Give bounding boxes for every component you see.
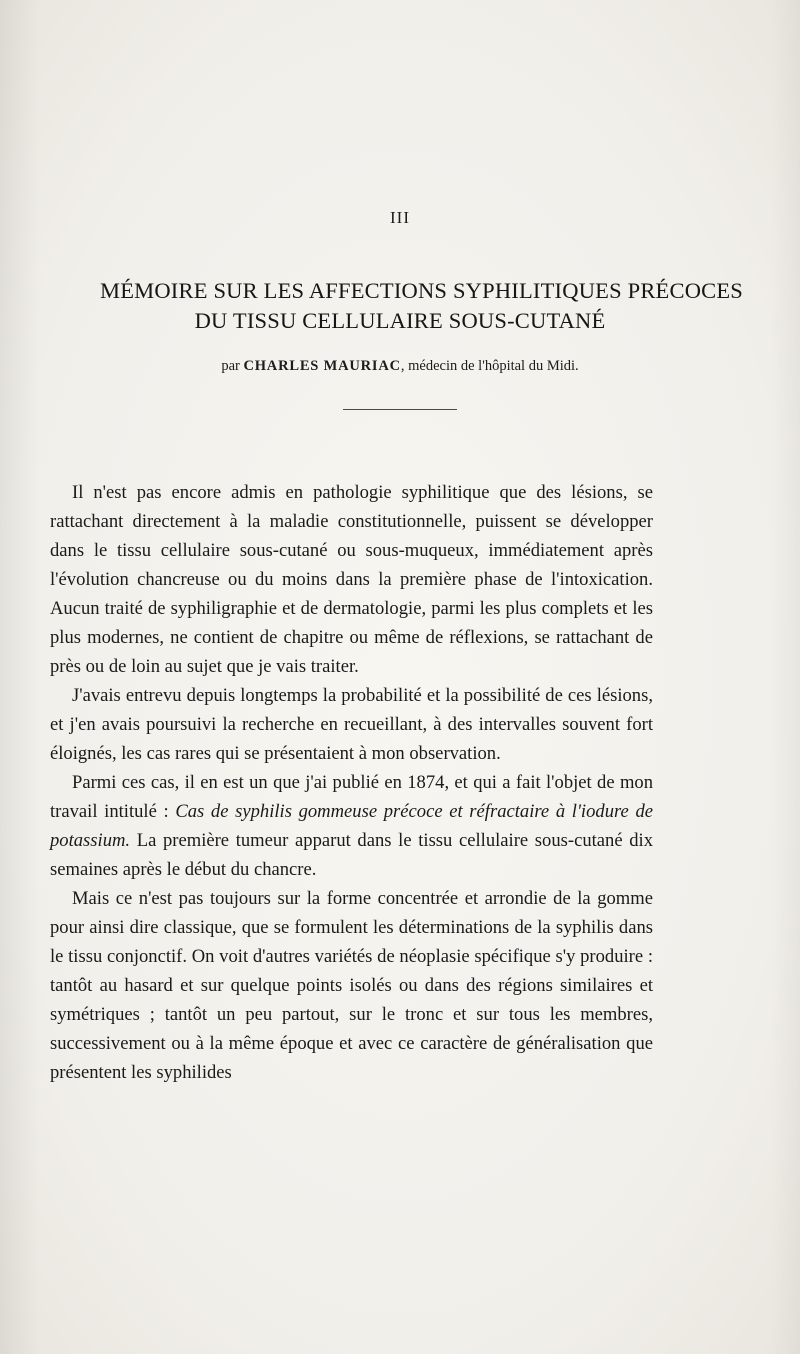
paragraph-3-text-before: Parmi ces cas, il en est un que j'ai publié en 1874, et qui a fait l'objet de mon travail intitulé : <box>50 772 653 822</box>
title-line-1: MÉMOIRE SUR LES AFFECTIONS SYPHILITIQUES PRÉCOCES <box>100 278 744 303</box>
title-separator-rule <box>343 409 457 410</box>
title-line-2: DU TISSU CELLULAIRE SOUS-CUTANÉ <box>194 308 606 333</box>
page-fold-shadow <box>0 0 40 1354</box>
byline <box>0 358 800 375</box>
section-number: III <box>390 208 410 227</box>
paragraph-2: J'avais entrevu depuis longtemps la probabilité et la possibilité de ces lésions, et j'en avais poursuivi la recherche en recueillant, à des intervalles souvent fort éloignés, les cas rares qui se présentaient à mon observation. <box>50 685 653 764</box>
paragraph-1: Il n'est pas encore admis en pathologie syphilitique que des lésions, se rattachant directement à la maladie constitutionnelle, puissent se développer dans le tissu cellulaire sous-cutané ou sous-muqueux, immédiatement après l'évolution chancreuse ou du moins dans la première phase de l'intoxication. Aucun traité de syphiligraphie et de dermatologie, parmi les plus complets et les plus modernes, ne contient de chapitre ou même de réflexions, se rattachant de près ou de loin au sujet que je vais traiter. <box>50 482 653 677</box>
author-name: CHARLES MAURIAC <box>243 358 401 374</box>
byline-prefix: par <box>221 358 240 374</box>
paragraph-4: Mais ce n'est pas toujours sur la forme concentrée et arrondie de la gomme pour ainsi dire classique, que se formulent les déterminations de la syphilis dans le tissu conjonctif. On voit d'autres variétés de néoplasie spécifique s'y produire : tantôt au hasard et sur quelque points isolés ou dans des régions similaires et symétriques ; tantôt un peu partout, sur le tronc et sur tous les membres, successivement ou à la même époque et avec ce caractère de généralisation que présentent les syphilides <box>50 888 653 1083</box>
article-body <box>50 478 653 1087</box>
byline-affiliation: , médecin de l'hôpital du Midi. <box>400 358 579 374</box>
cited-work-title: Cas de syphilis gommeuse précoce et réfractaire à l'iodure de potassium. <box>50 801 653 851</box>
paragraph-3-text-after: La première tumeur apparut dans le tissu cellulaire sous-cutané dix semaines après le début du chancre. <box>50 830 653 880</box>
page-edge-shadow <box>770 0 800 1354</box>
paragraph-3 <box>50 768 653 884</box>
article-title <box>100 276 744 336</box>
